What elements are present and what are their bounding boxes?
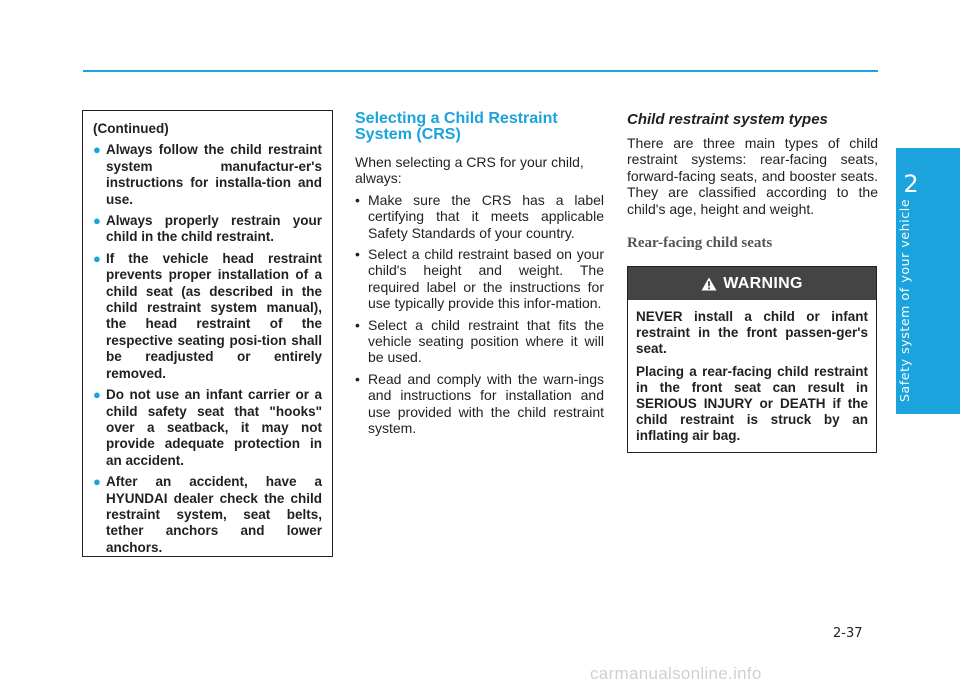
warning-box (627, 266, 877, 453)
chapter-number: 2 (903, 170, 919, 198)
page-number: 2-37 (833, 626, 863, 641)
list-item: • Read and comply with the warn-ings and instructions for installation and use provided with the child restraint system. (355, 370, 604, 437)
warning-body (628, 300, 876, 445)
warning-label: WARNING (723, 274, 803, 292)
restraint-types-section (627, 111, 878, 251)
bullet-dot-icon: ● (93, 250, 101, 266)
warning-paragraph: NEVER install a child or infant restraint in the front passen-ger's seat. (636, 309, 868, 357)
warning-triangle-icon (701, 277, 717, 291)
caution-list (93, 142, 322, 556)
section-heading: Selecting a Child Restraint System (CRS) (355, 110, 558, 143)
types-paragraph: There are three main types of child restraint systems: rear-facing seats, forward-facing seats, and booster seats. They are classified according to the child's age, height and weight. (627, 135, 878, 217)
chapter-title: Safety system of your vehicle (897, 198, 912, 402)
bullet-dot-icon: • (355, 246, 360, 263)
bullet-dot-icon: • (355, 191, 360, 208)
selection-list (355, 192, 604, 437)
warning-paragraph: Placing a rear-facing child restraint in the front seat can result in SERIOUS INJURY or DEATH if the child restraint is struck by an inflating air bag. (636, 363, 868, 444)
bullet-dot-icon: • (355, 370, 360, 387)
bullet-dot-icon: • (355, 316, 360, 333)
bullet-dot-icon: ● (93, 142, 101, 158)
list-item: ● After an accident, have a HYUNDAI dealer check the child restraint system, seat belts, tether anchors and lower anchors. (93, 474, 322, 555)
watermark: carmanualsonline.info (590, 664, 762, 683)
bullet-dot-icon: ● (93, 387, 101, 403)
types-heading: Child restraint system types (627, 111, 828, 128)
chapter-side-tab (896, 148, 960, 414)
list-item: ● If the vehicle head restraint prevents proper installation of a child seat (as described in the child restraint system manual), the head restraint of the respective seating posi-tion shall be readjusted or entirely removed. (93, 250, 322, 381)
continued-caution-box (82, 110, 333, 557)
list-item: • Select a child restraint that fits the vehicle seating position where it will be used. (355, 316, 604, 366)
list-item: • Select a child restraint based on your child's height and weight. The required label or the instructions for use typically provide this infor-mation. (355, 246, 604, 312)
bullet-dot-icon: ● (93, 213, 101, 229)
list-item: ● Always follow the child restraint system manufactur-er's instructions for installa-tion and use. (93, 142, 322, 207)
continued-label: (Continued) (93, 121, 169, 136)
bullet-dot-icon: ● (93, 474, 101, 490)
list-item: • Make sure the CRS has a label certifying that it meets applicable Safety Standards of your country. (355, 191, 604, 241)
rear-facing-subheading: Rear-facing child seats (627, 235, 773, 252)
list-item: ● Do not use an infant carrier or a child safety seat that "hooks" over a seatback, it may not provide adequate protection in an accident. (93, 387, 322, 468)
warning-header (628, 267, 876, 300)
crs-selection-section (355, 111, 604, 442)
section-intro: When selecting a CRS for your child, always: (355, 154, 584, 187)
header-rule (83, 70, 878, 72)
list-item: ● Always properly restrain your child in the child restraint. (93, 213, 322, 245)
